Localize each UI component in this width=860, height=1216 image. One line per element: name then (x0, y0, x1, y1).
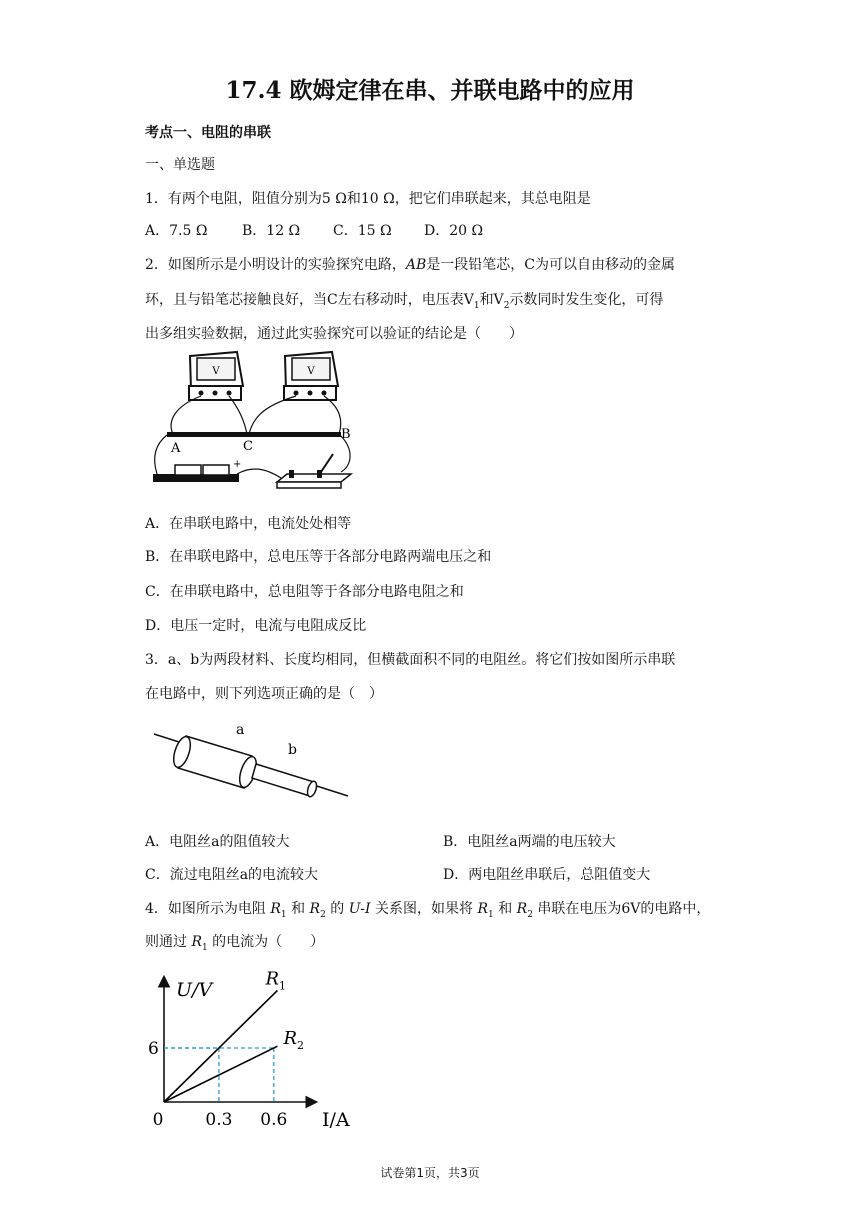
wire-a-thick (170, 735, 259, 790)
q4-line-2: 则通过 $R_1$ 的电流为（ ） (145, 934, 325, 953)
x-axis-label: I/A (322, 1109, 350, 1131)
svg-text:+: + (233, 459, 242, 470)
q3-line-1: 3．a、b为两段材料、长度均相同，但横截面积不同的电阻丝。将它们按如图所示串联 (145, 652, 676, 668)
q3-line-2: 在电路中，则下列选项正确的是（ ） (145, 686, 383, 702)
series-line-r2 (164, 1046, 277, 1102)
q3-option-d: D．两电阻丝串联后，总阻值变大 (443, 867, 651, 883)
q1-option-b: B．12 Ω (242, 223, 301, 239)
battery-icon (153, 459, 241, 482)
label-wire-b: b (288, 742, 297, 758)
y-axis-label: U/V (176, 979, 213, 1001)
series-label-r1: $R_1$ (265, 968, 287, 993)
q4-line-1: 4．如图所示为电阻 $R_1$ 和 $R_2$ 的 U-I 关系图，如果将 $R_1$ 和 $R_2$ 串联在电压为6V的电路中， (145, 901, 711, 920)
label-wire-a: a (236, 722, 245, 738)
q2-option-b: B．在串联电路中，总电压等于各部分电路两端电压之和 (145, 549, 492, 565)
q3-option-c: C．流过电阻丝a的电流较大 (145, 867, 319, 883)
q2-option-a: A．在串联电路中，电流处处相等 (145, 516, 352, 532)
voltmeter-1-icon (189, 352, 243, 400)
circuit-figure (145, 346, 365, 496)
series-line-r1 (164, 990, 277, 1102)
y-tick-6: 6 (148, 1039, 159, 1059)
q3-option-a: A．电阻丝a的阻值较大 (145, 834, 290, 850)
x-tick-0: 0 (152, 1110, 164, 1130)
q2-line-3: 出多组实验数据，通过此实验探究可以验证的结论是（ ） (145, 326, 523, 342)
label-point-c: C (243, 439, 253, 454)
section-heading: 考点一、电阻的串联 (145, 125, 271, 141)
wire-b-thin (252, 764, 318, 798)
x-tick-0-6: 0.6 (260, 1110, 288, 1130)
resistance-wire-figure (152, 712, 352, 802)
subsection-heading: 一、单选题 (145, 157, 215, 173)
switch-icon (277, 454, 351, 488)
label-point-a: A (171, 441, 181, 456)
q2-option-d: D．电压一定时，电流与电阻成反比 (145, 618, 367, 634)
pencil-lead (167, 432, 341, 437)
voltmeter-2-icon (284, 352, 338, 400)
q1-option-d: D．20 Ω (424, 223, 484, 239)
q2-line-1: 2．如图所示是小明设计的实验探究电路，AB是一段铅笔芯，C为可以自由移动的金属 (145, 257, 676, 273)
q3-option-b: B．电阻丝a两端的电压较大 (443, 834, 616, 850)
page-title: 17.4 欧姆定律在串、并联电路中的应用 (225, 77, 635, 104)
svg-text:V: V (307, 366, 315, 377)
series-label-r2: $R_2$ (283, 1028, 305, 1053)
q1-text: 1．有两个电阻，阻值分别为5 Ω和10 Ω，把它们串联起来，其总电阻是 (145, 191, 591, 207)
x-tick-0-3: 0.3 (205, 1110, 233, 1130)
svg-text:V: V (212, 366, 220, 377)
q1-option-a: A．7.5 Ω (145, 223, 208, 239)
q2-option-c: C．在串联电路中，总电阻等于各部分电路电阻之和 (145, 584, 464, 600)
q2-line-2: 环，且与铅笔芯接触良好，当C左右移动时，电压表$V_1$和$V_2$示数同时发生变化，可得 (145, 292, 664, 311)
page-footer: 试卷第1页，共3页 (380, 1166, 480, 1180)
u-i-chart (140, 952, 370, 1137)
label-point-b: B (341, 427, 351, 442)
q1-option-c: C．15 Ω (333, 223, 392, 239)
